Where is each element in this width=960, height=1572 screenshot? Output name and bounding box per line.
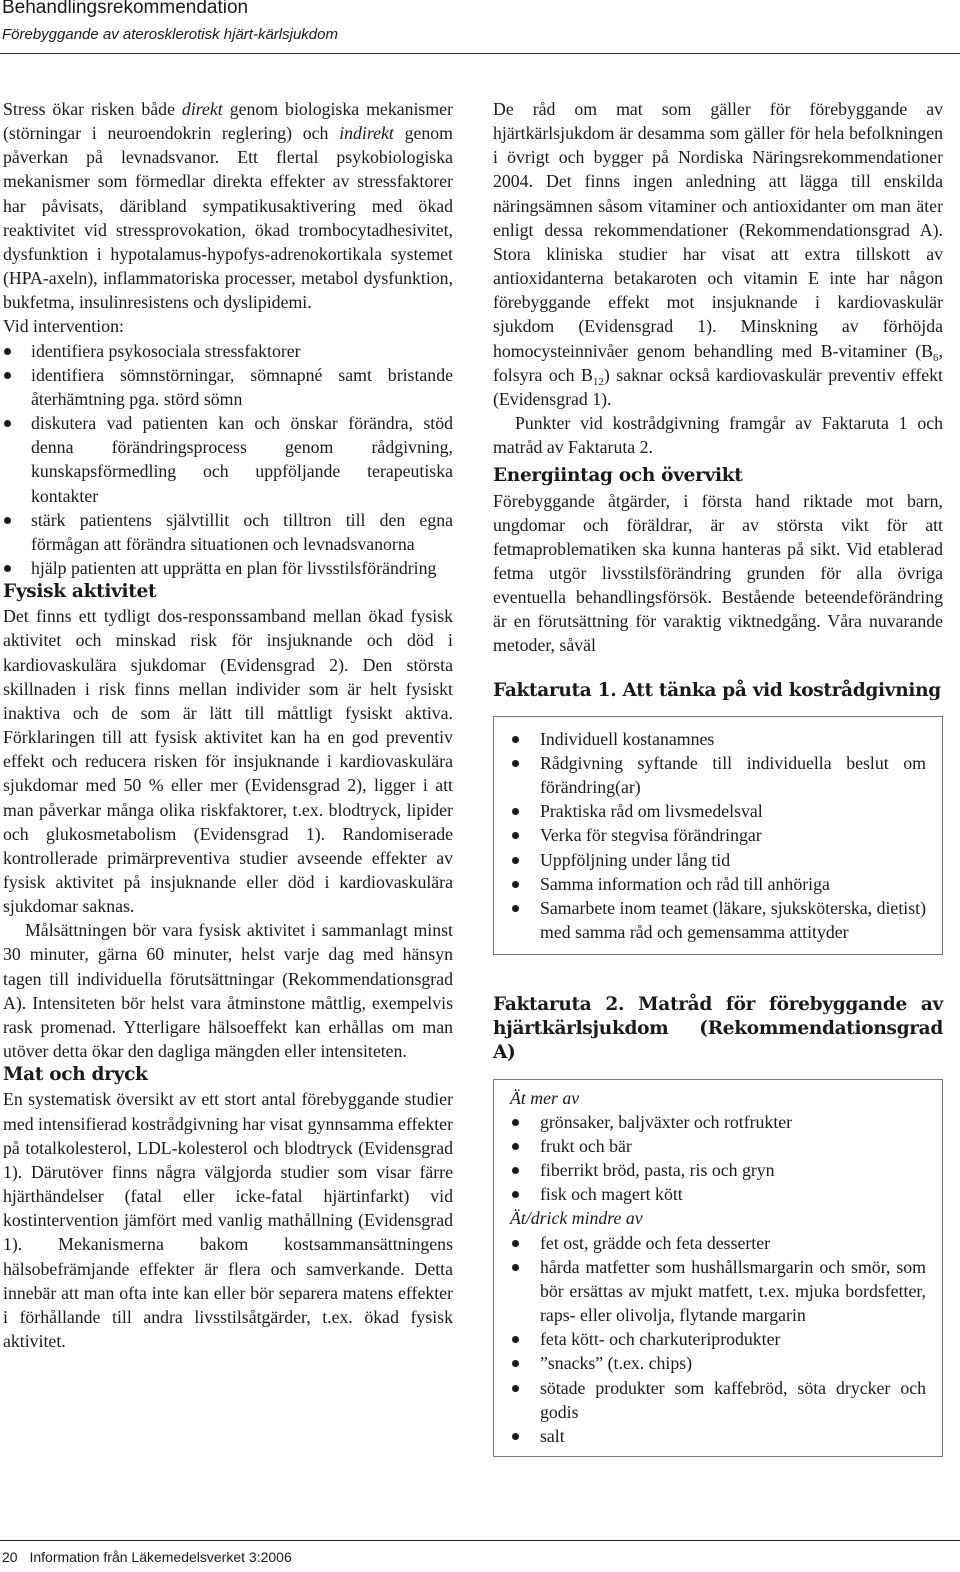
eat-more-list bbox=[510, 1110, 926, 1207]
stress-text-direkt: direkt bbox=[181, 99, 223, 119]
faktaruta-1-box bbox=[493, 716, 943, 955]
list-item: sötade produkter som kaffebröd, söta drycker och godis bbox=[510, 1376, 926, 1424]
stress-text-1: Stress ökar risken både bbox=[3, 99, 182, 119]
kostrad-paragraph bbox=[493, 97, 943, 411]
energi-paragraph: Förebyggande åtgärder, i första hand riktade mot barn, ungdomar och föräldrar, är av största vikt för att fetmaproblematiken ska kunna hanteras på sikt. Vid etablerad fetma utgör livsstilsförändring grunden för alla övriga eventuella behandlingsförsök. Bestående beteendeförändring är en förutsättning för varaktig viktnedgång. Våra nuvarande metoder, såväl bbox=[493, 490, 943, 656]
heading-fysisk-aktivitet: Fysisk aktivitet bbox=[3, 581, 157, 603]
eat-less-label: Ät/drick mindre av bbox=[510, 1208, 643, 1229]
list-item: identifiera psykosociala stressfaktorer bbox=[3, 339, 453, 363]
faktaruta-1-list bbox=[510, 727, 926, 944]
eat-less-list bbox=[510, 1231, 926, 1448]
list-item: Samma information och råd till anhöriga bbox=[510, 872, 926, 896]
footer-divider bbox=[0, 1540, 960, 1541]
list-item: grönsaker, baljväxter och rotfrukter bbox=[510, 1110, 926, 1134]
list-item: salt bbox=[510, 1424, 926, 1448]
list-item: Verka för stegvisa förändringar bbox=[510, 823, 926, 847]
list-item: Rådgivning syftande till individuella beslut om förändring(ar) bbox=[510, 751, 926, 799]
kostrad-text-3: ) saknar också kardiovaskulär preventiv effekt (Evidensgrad 1). bbox=[493, 364, 943, 409]
intervention-label: Vid intervention: bbox=[3, 316, 124, 337]
left-column bbox=[3, 97, 453, 1353]
stress-text-indirekt: indirekt bbox=[339, 123, 394, 144]
running-header-subtitle: Förebyggande av aterosklerotisk hjärt-kärlsjukdom bbox=[2, 26, 338, 43]
heading-mat-och-dryck: Mat och dryck bbox=[3, 1064, 148, 1086]
faktaruta-1-title: Faktaruta 1. Att tänka på vid kostrådgivning bbox=[493, 679, 941, 701]
page-number: 20 bbox=[2, 1549, 18, 1565]
list-item: fiberrikt bröd, pasta, ris och gryn bbox=[510, 1158, 926, 1182]
header-divider bbox=[0, 53, 960, 54]
list-item: hjälp patienten att upprätta en plan för livsstilsförändring bbox=[3, 556, 453, 580]
list-item: Uppföljning under lång tid bbox=[510, 848, 926, 872]
faktaruta-reference-paragraph: Punkter vid kostrådgivning framgår av Faktaruta 1 och matråd av Faktaruta 2. bbox=[493, 413, 943, 458]
list-item: ”snacks” (t.ex. chips) bbox=[510, 1351, 926, 1375]
running-header-title: Behandlingsrekommendation bbox=[2, 0, 249, 18]
right-column bbox=[493, 97, 943, 1457]
list-item: Samarbete inom teamet (läkare, sjuksköterska, dietist) med samma råd och gemensamma attityder bbox=[510, 896, 926, 944]
stress-text-2: genom biologiska mekanismer (störningar i neuroendokrin reglering) och bbox=[3, 99, 453, 144]
publication-name: Information från Läkemedelsverket 3:2006 bbox=[29, 1549, 292, 1565]
intervention-list bbox=[3, 339, 453, 581]
kostrad-text-1: De råd om mat som gäller för förebyggande av hjärtkärlsjukdom är desamma som gäller för hela befolkningen i övrigt och bygger på Nordiska Näringsrekommendationer 2004. Det finns ingen anledning att lägga till enskilda näringsämnen såsom vitaminer och antioxidanter om man äter enligt dessa rekommendationer (Rekommendationsgrad A). Stora kliniska studier har visat att extra tillskott av antioxidanterna betakaroten och vitamin E inte har någon förebyggande effekt mot insjuknande i kardiovaskulär sjukdom (Evidensgrad 1). Minskning av förhöjda homocysteinnivåer genom behandling med B-vitaminer (B bbox=[493, 99, 943, 361]
kostrad-text-2: , folsyra och B bbox=[493, 340, 943, 385]
fysisk-paragraph-1: Det finns ett tydligt dos-responssamband mellan ökad fysisk aktivitet och minskad risk för insjuknande och död i kardiovaskulära sjukdomar (Evidensgrad 2). Den största skillnaden i risk finns mellan individer som är helt fysiskt inaktiva och de som är lätt till måttligt fysiskt aktiva. Förklaringen till att fysisk aktivitet kan ha en god preventiv effekt och reducera risken för insjuknande i kardiovaskulära sjukdomar med 50 % eller mer (Evidensgrad 2), ligger i att man påverkar många olika riskfaktorer, t.ex. blodtryck, lipider och glukosmetabolism (Evidensgrad 1). Randomiserade kontrollerade primärpreventiva studier avseende effekter av fysisk aktivitet på insjuknande eller död i kardiovaskulära sjukdomar saknas. bbox=[3, 606, 453, 917]
stress-text-3: genom påverkan på levnadsvanor. Ett flertal psykobiologiska mekanismer som förmedlar direkta effekter av stressfaktorer har påvisats, däribland sympatikusaktivering med ökad reaktivitet vid stressprovokation, ökad trombocytadhesivitet, dysfunktion i hypotalamus-hypofys-adrenokortikala systemet (HPA-axeln), inflammatoriska processer, metabol dysfunktion, bukfetma, insulinresistens och dyslipidemi. bbox=[3, 123, 454, 313]
faktaruta-2-box bbox=[493, 1079, 943, 1457]
subscript-6: 6 bbox=[933, 351, 939, 364]
faktaruta-2-title: Faktaruta 2. Matråd för förebyggande av hjärtkärlsjukdom (Rekommendationsgrad A) bbox=[493, 994, 943, 1064]
list-item: hårda matfetter som hushållsmargarin och smör, som bör ersättas av mjukt matfett, t.ex. mjuka bordsfetter, raps- eller olivolja, flytande margarin bbox=[510, 1255, 926, 1327]
list-item: diskutera vad patienten kan och önskar förändra, stöd denna förändringsprocess genom rådgivning, kunskapsförmedling och uppföljande terapeutiska kontakter bbox=[3, 411, 453, 508]
list-item: fet ost, grädde och feta desserter bbox=[510, 1231, 926, 1255]
list-item: Praktiska råd om livsmedelsval bbox=[510, 799, 926, 823]
list-item: fisk och magert kött bbox=[510, 1182, 926, 1206]
heading-energiintag: Energiintag och övervikt bbox=[493, 465, 743, 487]
list-item: Individuell kostanamnes bbox=[510, 727, 926, 751]
fysisk-paragraph-2: Målsättningen bör vara fysisk aktivitet i sammanlagt minst 30 minuter, gärna 60 minuter, helst varje dag med hänsyn tagen till individuella förutsättningar (Rekommendationsgrad A). Intensiteten bör helst vara åtminstone måttlig, exempelvis rask promenad. Ytterligare hälsoeffekt kan erhållas om man utöver detta ökar den dagliga mängden eller intensiteten. bbox=[3, 920, 453, 1062]
stress-paragraph bbox=[3, 97, 453, 314]
page-footer bbox=[2, 1549, 292, 1565]
list-item: feta kött- och charkuteriprodukter bbox=[510, 1327, 926, 1351]
subscript-12: 12 bbox=[592, 375, 604, 388]
eat-more-label: Ät mer av bbox=[510, 1087, 580, 1108]
mat-paragraph: En systematisk översikt av ett stort antal förebyggande studier med intensifierad kostrådgivning har visat gynnsamma effekter på totalkolesterol, LDL-kolesterol och blodtryck (Evidensgrad 1). Därutöver finns några välgjorda studier som visar färre hjärthändelser (fatal eller icke-fatal hjärtinfarkt) vid kostintervention jämfört med vanlig mathållning (Evidensgrad 1). Mekanismerna bakom kostsammansättningens hälsobefrämjande effekter är flera och samverkande. Detta innebär att man ofta inte kan eller bör separera matens effekter i förhållande till andra livsstilsåtgärder, t.ex. ökad fysisk aktivitet. bbox=[3, 1089, 454, 1351]
list-item: frukt och bär bbox=[510, 1134, 926, 1158]
list-item: identifiera sömnstörningar, sömnapné samt bristande återhämtning pga. störd sömn bbox=[3, 363, 453, 411]
list-item: stärk patientens självtillit och tilltron till den egna förmågan att förändra situationen och levnadsvanorna bbox=[3, 508, 453, 556]
